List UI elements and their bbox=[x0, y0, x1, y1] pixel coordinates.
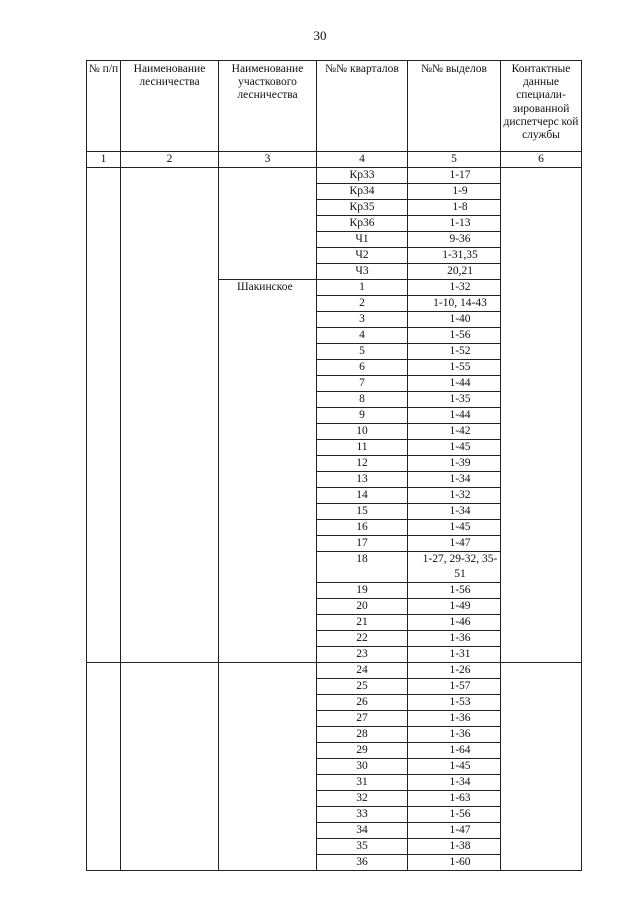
quarter-cell: 34 bbox=[317, 823, 408, 839]
header-sections: №№ выделов bbox=[408, 61, 501, 152]
table-row bbox=[87, 168, 582, 184]
sections-cell: 1-8 bbox=[408, 200, 501, 216]
sections-cell: 20,21 bbox=[408, 264, 501, 280]
quarter-cell: Кр33 bbox=[317, 168, 408, 184]
sections-cell: 1-64 bbox=[408, 743, 501, 759]
quarter-cell: 29 bbox=[317, 743, 408, 759]
quarter-cell: 8 bbox=[317, 392, 408, 408]
sections-cell: 1-26 bbox=[408, 663, 501, 679]
column-number: 4 bbox=[317, 152, 408, 168]
quarter-cell: 6 bbox=[317, 360, 408, 376]
sections-cell: 1-45 bbox=[408, 520, 501, 536]
sections-cell: 1-42 bbox=[408, 424, 501, 440]
sections-cell: 1-27, 29-32, 35-51 bbox=[408, 552, 501, 583]
table-header-row bbox=[87, 61, 582, 152]
sections-cell: 1-63 bbox=[408, 791, 501, 807]
quarter-cell: 3 bbox=[317, 312, 408, 328]
quarter-cell: 26 bbox=[317, 695, 408, 711]
district-forestry-cell bbox=[219, 168, 317, 280]
sections-cell: 1-38 bbox=[408, 839, 501, 855]
quarter-cell: Ч3 bbox=[317, 264, 408, 280]
empty-forestry-cell bbox=[121, 663, 219, 871]
quarter-cell: 27 bbox=[317, 711, 408, 727]
quarter-cell: 24 bbox=[317, 663, 408, 679]
sections-cell: 1-36 bbox=[408, 631, 501, 647]
quarter-cell: 5 bbox=[317, 344, 408, 360]
column-number: 2 bbox=[121, 152, 219, 168]
sections-cell: 1-9 bbox=[408, 184, 501, 200]
sections-cell: 1-46 bbox=[408, 615, 501, 631]
quarter-cell: 19 bbox=[317, 583, 408, 599]
sections-cell: 1-36 bbox=[408, 711, 501, 727]
quarter-cell: 35 bbox=[317, 839, 408, 855]
district-forestry-cell bbox=[219, 663, 317, 871]
table-row bbox=[87, 663, 582, 679]
sections-cell: 1-10, 14-43 bbox=[408, 296, 501, 312]
sections-cell: 1-49 bbox=[408, 599, 501, 615]
contacts-cell bbox=[501, 168, 582, 663]
quarter-cell: 32 bbox=[317, 791, 408, 807]
sections-cell: 1-52 bbox=[408, 344, 501, 360]
quarter-cell: Ч1 bbox=[317, 232, 408, 248]
sections-cell: 1-39 bbox=[408, 456, 501, 472]
column-number: 1 bbox=[87, 152, 121, 168]
quarter-cell: 31 bbox=[317, 775, 408, 791]
quarter-cell: Кр35 bbox=[317, 200, 408, 216]
quarter-cell: 22 bbox=[317, 631, 408, 647]
quarter-cell: 21 bbox=[317, 615, 408, 631]
sections-cell: 1-13 bbox=[408, 216, 501, 232]
quarter-cell: 9 bbox=[317, 408, 408, 424]
sections-cell: 1-32 bbox=[408, 280, 501, 296]
empty-number-cell bbox=[87, 168, 121, 663]
sections-cell: 1-40 bbox=[408, 312, 501, 328]
empty-forestry-cell bbox=[121, 168, 219, 663]
sections-cell: 1-47 bbox=[408, 536, 501, 552]
quarter-cell: 33 bbox=[317, 807, 408, 823]
quarter-cell: 28 bbox=[317, 727, 408, 743]
sections-cell: 1-53 bbox=[408, 695, 501, 711]
quarter-cell: 17 bbox=[317, 536, 408, 552]
sections-cell: 1-56 bbox=[408, 583, 501, 599]
header-forestry: Наименование лесничества bbox=[121, 61, 219, 152]
quarter-cell: 25 bbox=[317, 679, 408, 695]
sections-cell: 1-47 bbox=[408, 823, 501, 839]
sections-cell: 1-55 bbox=[408, 360, 501, 376]
column-number: 3 bbox=[219, 152, 317, 168]
sections-cell: 1-34 bbox=[408, 472, 501, 488]
sections-cell: 1-45 bbox=[408, 759, 501, 775]
page-number: 30 bbox=[313, 28, 327, 43]
quarter-cell: 20 bbox=[317, 599, 408, 615]
sections-cell: 1-35 bbox=[408, 392, 501, 408]
sections-cell: 1-34 bbox=[408, 775, 501, 791]
district-forestry-cell: Шакинское bbox=[219, 280, 317, 663]
sections-cell: 1-17 bbox=[408, 168, 501, 184]
quarter-cell: 23 bbox=[317, 647, 408, 663]
sections-cell: 1-34 bbox=[408, 504, 501, 520]
quarter-cell: 1 bbox=[317, 280, 408, 296]
quarter-cell: 14 bbox=[317, 488, 408, 504]
quarter-cell: 13 bbox=[317, 472, 408, 488]
sections-cell: 1-44 bbox=[408, 408, 501, 424]
sections-cell: 1-56 bbox=[408, 807, 501, 823]
sections-cell: 1-57 bbox=[408, 679, 501, 695]
forestry-table bbox=[86, 60, 582, 871]
sections-cell: 1-36 bbox=[408, 727, 501, 743]
quarter-cell: 18 bbox=[317, 552, 408, 583]
quarter-cell: 11 bbox=[317, 440, 408, 456]
quarter-cell: Кр34 bbox=[317, 184, 408, 200]
sections-cell: 1-56 bbox=[408, 328, 501, 344]
sections-cell: 1-60 bbox=[408, 855, 501, 871]
sections-cell: 1-32 bbox=[408, 488, 501, 504]
quarter-cell: 16 bbox=[317, 520, 408, 536]
quarter-cell: 4 bbox=[317, 328, 408, 344]
sections-cell: 1-31 bbox=[408, 647, 501, 663]
column-number: 6 bbox=[501, 152, 582, 168]
quarter-cell: 12 bbox=[317, 456, 408, 472]
quarter-cell: 2 bbox=[317, 296, 408, 312]
quarter-cell: 10 bbox=[317, 424, 408, 440]
header-quarters: №№ кварталов bbox=[317, 61, 408, 152]
sections-cell: 1-31,35 bbox=[408, 248, 501, 264]
header-contacts: Контактные данные специали-зированной диспетчерс кой службы bbox=[501, 61, 582, 152]
quarter-cell: 15 bbox=[317, 504, 408, 520]
sections-cell: 9-36 bbox=[408, 232, 501, 248]
sections-cell: 1-44 bbox=[408, 376, 501, 392]
header-district-forestry: Наименование участкового лесничества bbox=[219, 61, 317, 152]
quarter-cell: 36 bbox=[317, 855, 408, 871]
quarter-cell: 7 bbox=[317, 376, 408, 392]
column-number-row bbox=[87, 152, 582, 168]
empty-number-cell bbox=[87, 663, 121, 871]
quarter-cell: Кр36 bbox=[317, 216, 408, 232]
sections-cell: 1-45 bbox=[408, 440, 501, 456]
table-body bbox=[87, 168, 582, 871]
quarter-cell: Ч2 bbox=[317, 248, 408, 264]
column-number: 5 bbox=[408, 152, 501, 168]
header-number: № п/п bbox=[87, 61, 121, 152]
quarter-cell: 30 bbox=[317, 759, 408, 775]
contacts-cell bbox=[501, 663, 582, 871]
